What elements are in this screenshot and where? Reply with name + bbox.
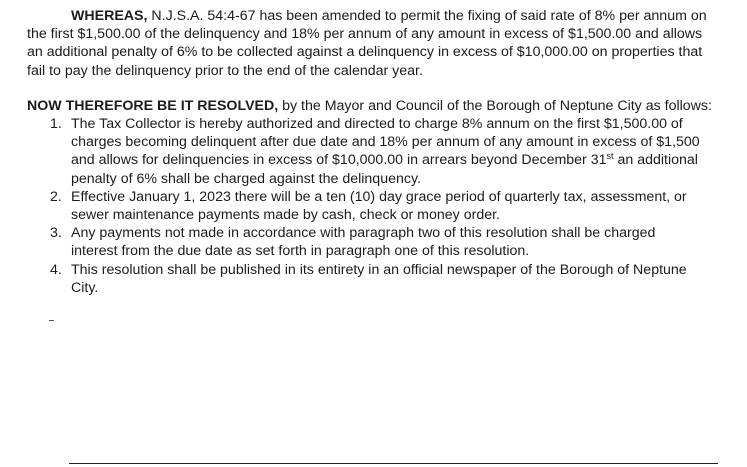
ordinal-suffix: st bbox=[606, 151, 614, 162]
whereas-lead: WHEREAS, bbox=[71, 8, 148, 24]
list-item bbox=[50, 261, 700, 297]
list-item-number: 4. bbox=[50, 261, 62, 278]
resolved-paragraph bbox=[27, 97, 717, 115]
list-item-text: Effective January 1, 2023 there will be a ten (10) day grace period of quarterly tax, assessment, or sewer maintenance payments made by cash, check or money order. bbox=[71, 188, 687, 224]
whereas-text: N.J.S.A. 54:4-67 has been amended to permit the fixing of said rate of 8% per annum on the first $1,500.00 of the delinquency and 18% per annum of any amount in excess of $1,500.00 and allows an additional penalty of 6% to be collected against a delinquency in excess of $10,000.00 on properties that fail to pay the delinquency prior to the end of the calendar year. bbox=[27, 8, 707, 79]
resolved-text: by the Mayor and Council of the Borough of Neptune City as follows: bbox=[278, 98, 712, 114]
margin-mark bbox=[49, 320, 54, 321]
list-item bbox=[50, 188, 700, 224]
whereas-paragraph bbox=[27, 7, 707, 80]
list-item-text-continued: an additional penalty of 6% shall be charged against the delinquency. bbox=[71, 152, 698, 187]
list-item-number: 2. bbox=[50, 188, 62, 205]
list-item bbox=[50, 115, 700, 188]
signature-line bbox=[69, 463, 718, 464]
list-item-text: The Tax Collector is hereby authorized and directed to charge 8% annum on the first $1,500.00 of charges becoming delinquent after due date and 18% per annum of any amount in excess of $1,500 and allows for delinquencies in excess of $10,000.00 in arrears beyond December 31 bbox=[71, 116, 700, 169]
resolved-lead: NOW THEREFORE BE IT RESOLVED, bbox=[27, 98, 279, 114]
list-item bbox=[50, 224, 700, 260]
list-item-text: Any payments not made in accordance with paragraph two of this resolution shall be charged interest from the due date as set forth in paragraph one of this resolution. bbox=[71, 225, 656, 260]
list-item-number: 3. bbox=[50, 225, 62, 242]
list-item-text: This resolution shall be published in its entirety in an official newspaper of the Borough of Neptune City. bbox=[71, 261, 687, 296]
resolution-list bbox=[50, 115, 700, 297]
list-item-number: 1. bbox=[50, 116, 62, 132]
